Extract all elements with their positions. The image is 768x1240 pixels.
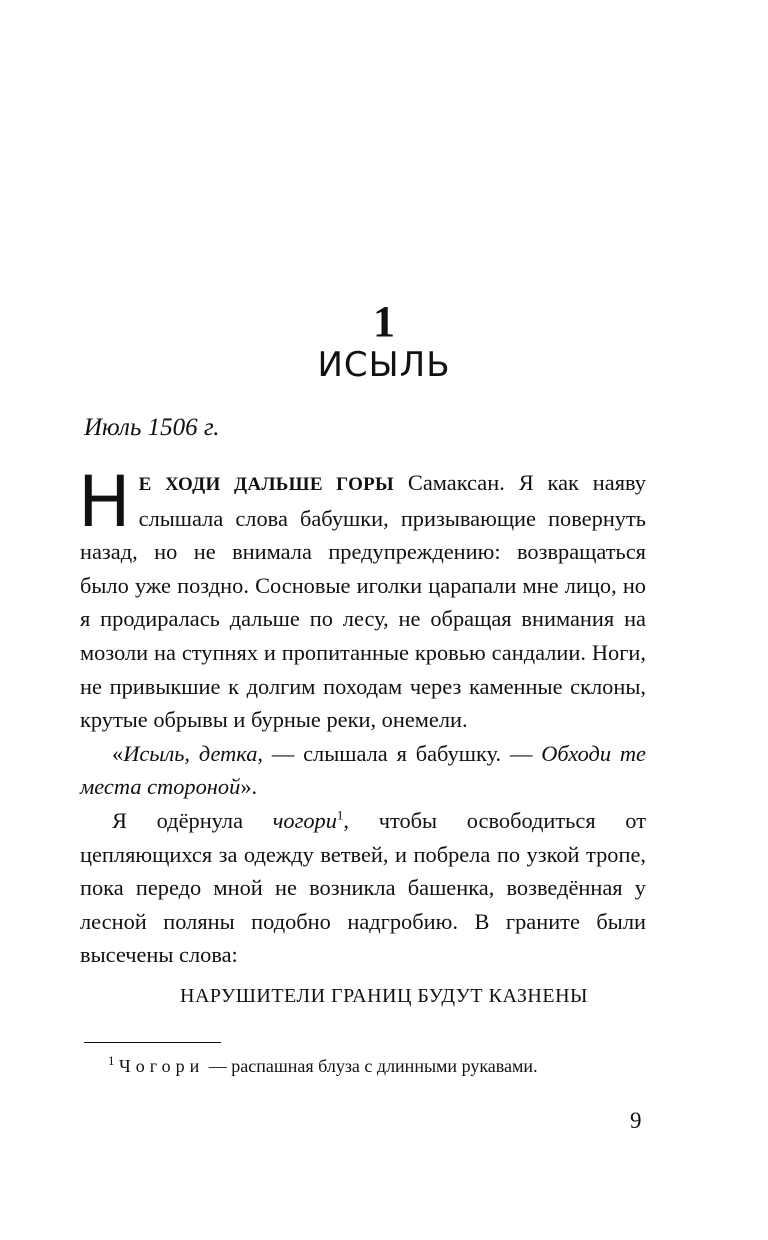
body-text <box>78 461 646 972</box>
dateline: Июль 1506 г. <box>84 414 220 441</box>
footnote-term: Чогори <box>119 1056 205 1076</box>
footnote-definition: — распашная блуза с длинными рукавами. <box>204 1056 538 1076</box>
paragraph-3-after: , чтобы освободиться от цепляющихся за одежду ветвей, и побрела по узкой тропе, пока передо мной не возникла башенка, возведённая у лесной поляны подобно надгробию. В граните были высечены слова: <box>80 807 646 968</box>
paragraph-2 <box>80 737 646 804</box>
drop-cap: Н <box>78 461 131 543</box>
quote-middle: — слышала я бабушку. — <box>263 740 542 766</box>
chapter-number: 1 <box>373 297 395 346</box>
footnote <box>108 1053 538 1077</box>
footnote-reference[interactable]: 1 <box>336 807 344 823</box>
quote-open: « <box>112 740 124 766</box>
quote-italic-2: Обходи те места стороной <box>80 740 646 800</box>
paragraph-3 <box>80 804 646 972</box>
paragraph-3-before: Я одёрнула <box>112 807 273 833</box>
footnote-marker: 1 <box>108 1053 115 1068</box>
quote-close: ». <box>240 774 258 800</box>
inscription: НАРУШИТЕЛИ ГРАНИЦ БУДУТ КАЗНЕНЫ <box>180 985 588 1007</box>
quote-italic-1: Исыль, детка, <box>123 740 263 766</box>
paragraph-1 <box>78 461 646 737</box>
chogori-term: чогори <box>272 807 337 833</box>
lead-in: Е ХОДИ ДАЛЬШЕ ГОРЫ <box>138 474 395 495</box>
paragraph-1-text: Самаксан. Я как наяву слышала слова бабушки, призывающие повернуть назад, но не внимала предупреждению: возвращаться было уже поздно. Сосновые иголки царапали мне лицо, но я продиралась дальше по лесу, не обращая внимания на мозоли на ступнях и пропитанные кровью сандалии. Ноги, не привыкшие к долгим походам через каменные склоны, крутые обрывы и бурные реки, онемели. <box>80 470 646 733</box>
page-number: 9 <box>630 1108 642 1133</box>
chapter-title: ИСЫЛЬ <box>317 345 451 385</box>
footnote-divider <box>84 1042 221 1043</box>
